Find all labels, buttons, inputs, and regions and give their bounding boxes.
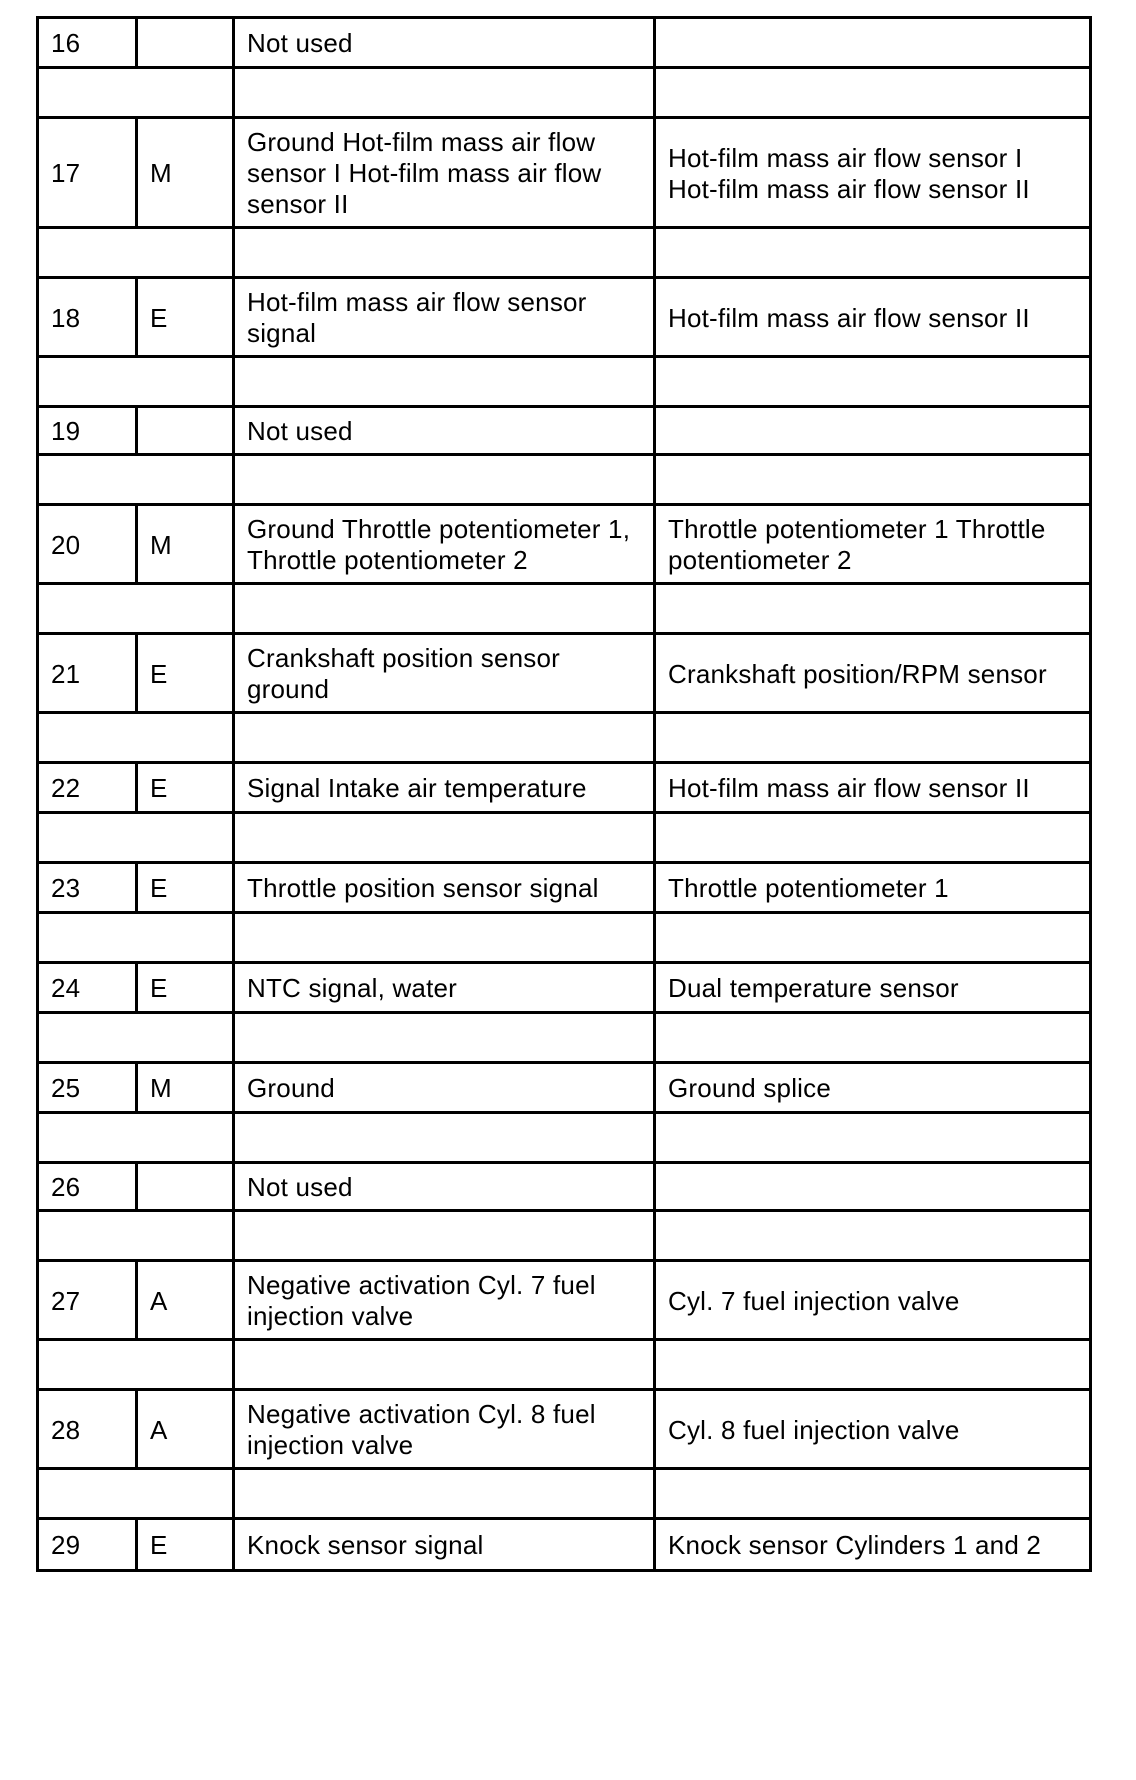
empty-cell <box>234 357 655 407</box>
spacer-row <box>38 584 1091 634</box>
empty-cell <box>655 813 1091 863</box>
spacer-row <box>38 1340 1091 1390</box>
empty-cell <box>38 1340 234 1390</box>
pin-type-cell: A <box>137 1261 234 1340</box>
pin-assignment-table <box>36 16 1092 1572</box>
empty-cell <box>655 1113 1091 1163</box>
empty-cell <box>38 68 234 118</box>
pin-type-cell: M <box>137 1063 234 1113</box>
pin-description-cell: Not used <box>234 1163 655 1211</box>
spacer-row <box>38 713 1091 763</box>
pin-type-cell: E <box>137 963 234 1013</box>
component-cell <box>655 407 1091 455</box>
empty-cell <box>38 357 234 407</box>
empty-cell <box>234 1469 655 1519</box>
component-cell: Crankshaft position/RPM sensor <box>655 634 1091 713</box>
empty-cell <box>655 357 1091 407</box>
component-cell <box>655 18 1091 68</box>
spacer-row <box>38 357 1091 407</box>
spacer-row <box>38 228 1091 278</box>
empty-cell <box>655 1469 1091 1519</box>
pin-description-cell: Not used <box>234 407 655 455</box>
pin-number-cell: 23 <box>38 863 137 913</box>
pin-description-cell: Throttle position sensor signal <box>234 863 655 913</box>
pin-type-cell: E <box>137 634 234 713</box>
component-cell <box>655 1163 1091 1211</box>
pin-type-cell: A <box>137 1390 234 1469</box>
pin-number-cell: 29 <box>38 1519 137 1571</box>
pin-number-cell: 17 <box>38 118 137 228</box>
pin-description-cell: Negative activation Cyl. 8 fuel injection valve <box>234 1390 655 1469</box>
empty-cell <box>234 68 655 118</box>
empty-cell <box>38 913 234 963</box>
table-row <box>38 1163 1091 1211</box>
pin-description-cell: Ground Hot-film mass air flow sensor I Hot-film mass air flow sensor II <box>234 118 655 228</box>
table-row <box>38 505 1091 584</box>
table-row <box>38 963 1091 1013</box>
table-row <box>38 1519 1091 1571</box>
empty-cell <box>655 1340 1091 1390</box>
empty-cell <box>38 813 234 863</box>
spacer-row <box>38 913 1091 963</box>
empty-cell <box>38 1013 234 1063</box>
pin-description-cell: Not used <box>234 18 655 68</box>
spacer-row <box>38 1013 1091 1063</box>
table-row <box>38 634 1091 713</box>
empty-cell <box>655 228 1091 278</box>
empty-cell <box>38 584 234 634</box>
pin-description-cell: Ground Throttle potentiometer 1, Throttle potentiometer 2 <box>234 505 655 584</box>
spacer-row <box>38 813 1091 863</box>
pin-number-cell: 16 <box>38 18 137 68</box>
table-row <box>38 18 1091 68</box>
spacer-row <box>38 1211 1091 1261</box>
component-cell: Throttle potentiometer 1 <box>655 863 1091 913</box>
empty-cell <box>655 913 1091 963</box>
component-cell: Cyl. 7 fuel injection valve <box>655 1261 1091 1340</box>
pin-type-cell: E <box>137 763 234 813</box>
spacer-row <box>38 68 1091 118</box>
pin-table-body <box>38 18 1091 1571</box>
component-cell: Hot-film mass air flow sensor II <box>655 763 1091 813</box>
empty-cell <box>234 228 655 278</box>
table-row <box>38 863 1091 913</box>
component-cell: Cyl. 8 fuel injection valve <box>655 1390 1091 1469</box>
spacer-row <box>38 1113 1091 1163</box>
pin-description-cell: Hot-film mass air flow sensor signal <box>234 278 655 357</box>
pin-type-cell <box>137 18 234 68</box>
table-row <box>38 1063 1091 1113</box>
component-cell: Ground splice <box>655 1063 1091 1113</box>
empty-cell <box>234 813 655 863</box>
pin-type-cell <box>137 1163 234 1211</box>
pin-number-cell: 19 <box>38 407 137 455</box>
empty-cell <box>38 713 234 763</box>
pin-number-cell: 27 <box>38 1261 137 1340</box>
pin-number-cell: 20 <box>38 505 137 584</box>
pin-number-cell: 18 <box>38 278 137 357</box>
pin-type-cell: E <box>137 863 234 913</box>
empty-cell <box>234 1211 655 1261</box>
pin-description-cell: Ground <box>234 1063 655 1113</box>
empty-cell <box>234 455 655 505</box>
pin-number-cell: 22 <box>38 763 137 813</box>
pin-description-cell: Signal Intake air temperature <box>234 763 655 813</box>
spacer-row <box>38 1469 1091 1519</box>
pin-number-cell: 28 <box>38 1390 137 1469</box>
component-cell: Hot-film mass air flow sensor I Hot-film mass air flow sensor II <box>655 118 1091 228</box>
table-row <box>38 407 1091 455</box>
empty-cell <box>655 713 1091 763</box>
component-cell: Dual temperature sensor <box>655 963 1091 1013</box>
empty-cell <box>38 228 234 278</box>
pin-description-cell: Knock sensor signal <box>234 1519 655 1571</box>
table-row <box>38 118 1091 228</box>
component-cell: Throttle potentiometer 1 Throttle potentiometer 2 <box>655 505 1091 584</box>
empty-cell <box>655 1013 1091 1063</box>
pin-description-cell: Crankshaft position sensor ground <box>234 634 655 713</box>
pin-number-cell: 25 <box>38 1063 137 1113</box>
empty-cell <box>38 1113 234 1163</box>
empty-cell <box>655 455 1091 505</box>
pin-type-cell: E <box>137 1519 234 1571</box>
empty-cell <box>234 713 655 763</box>
empty-cell <box>38 1469 234 1519</box>
empty-cell <box>234 584 655 634</box>
table-row <box>38 1261 1091 1340</box>
spacer-row <box>38 455 1091 505</box>
table-row <box>38 278 1091 357</box>
empty-cell <box>234 913 655 963</box>
component-cell: Hot-film mass air flow sensor II <box>655 278 1091 357</box>
table-row <box>38 1390 1091 1469</box>
pin-number-cell: 26 <box>38 1163 137 1211</box>
table-row <box>38 763 1091 813</box>
empty-cell <box>234 1340 655 1390</box>
empty-cell <box>234 1013 655 1063</box>
pin-number-cell: 24 <box>38 963 137 1013</box>
pin-description-cell: NTC signal, water <box>234 963 655 1013</box>
component-cell: Knock sensor Cylinders 1 and 2 <box>655 1519 1091 1571</box>
pin-type-cell: E <box>137 278 234 357</box>
pin-type-cell: M <box>137 505 234 584</box>
pin-description-cell: Negative activation Cyl. 7 fuel injection valve <box>234 1261 655 1340</box>
empty-cell <box>234 1113 655 1163</box>
empty-cell <box>655 584 1091 634</box>
empty-cell <box>38 455 234 505</box>
pin-type-cell <box>137 407 234 455</box>
pin-number-cell: 21 <box>38 634 137 713</box>
empty-cell <box>38 1211 234 1261</box>
empty-cell <box>655 1211 1091 1261</box>
pin-type-cell: M <box>137 118 234 228</box>
empty-cell <box>655 68 1091 118</box>
